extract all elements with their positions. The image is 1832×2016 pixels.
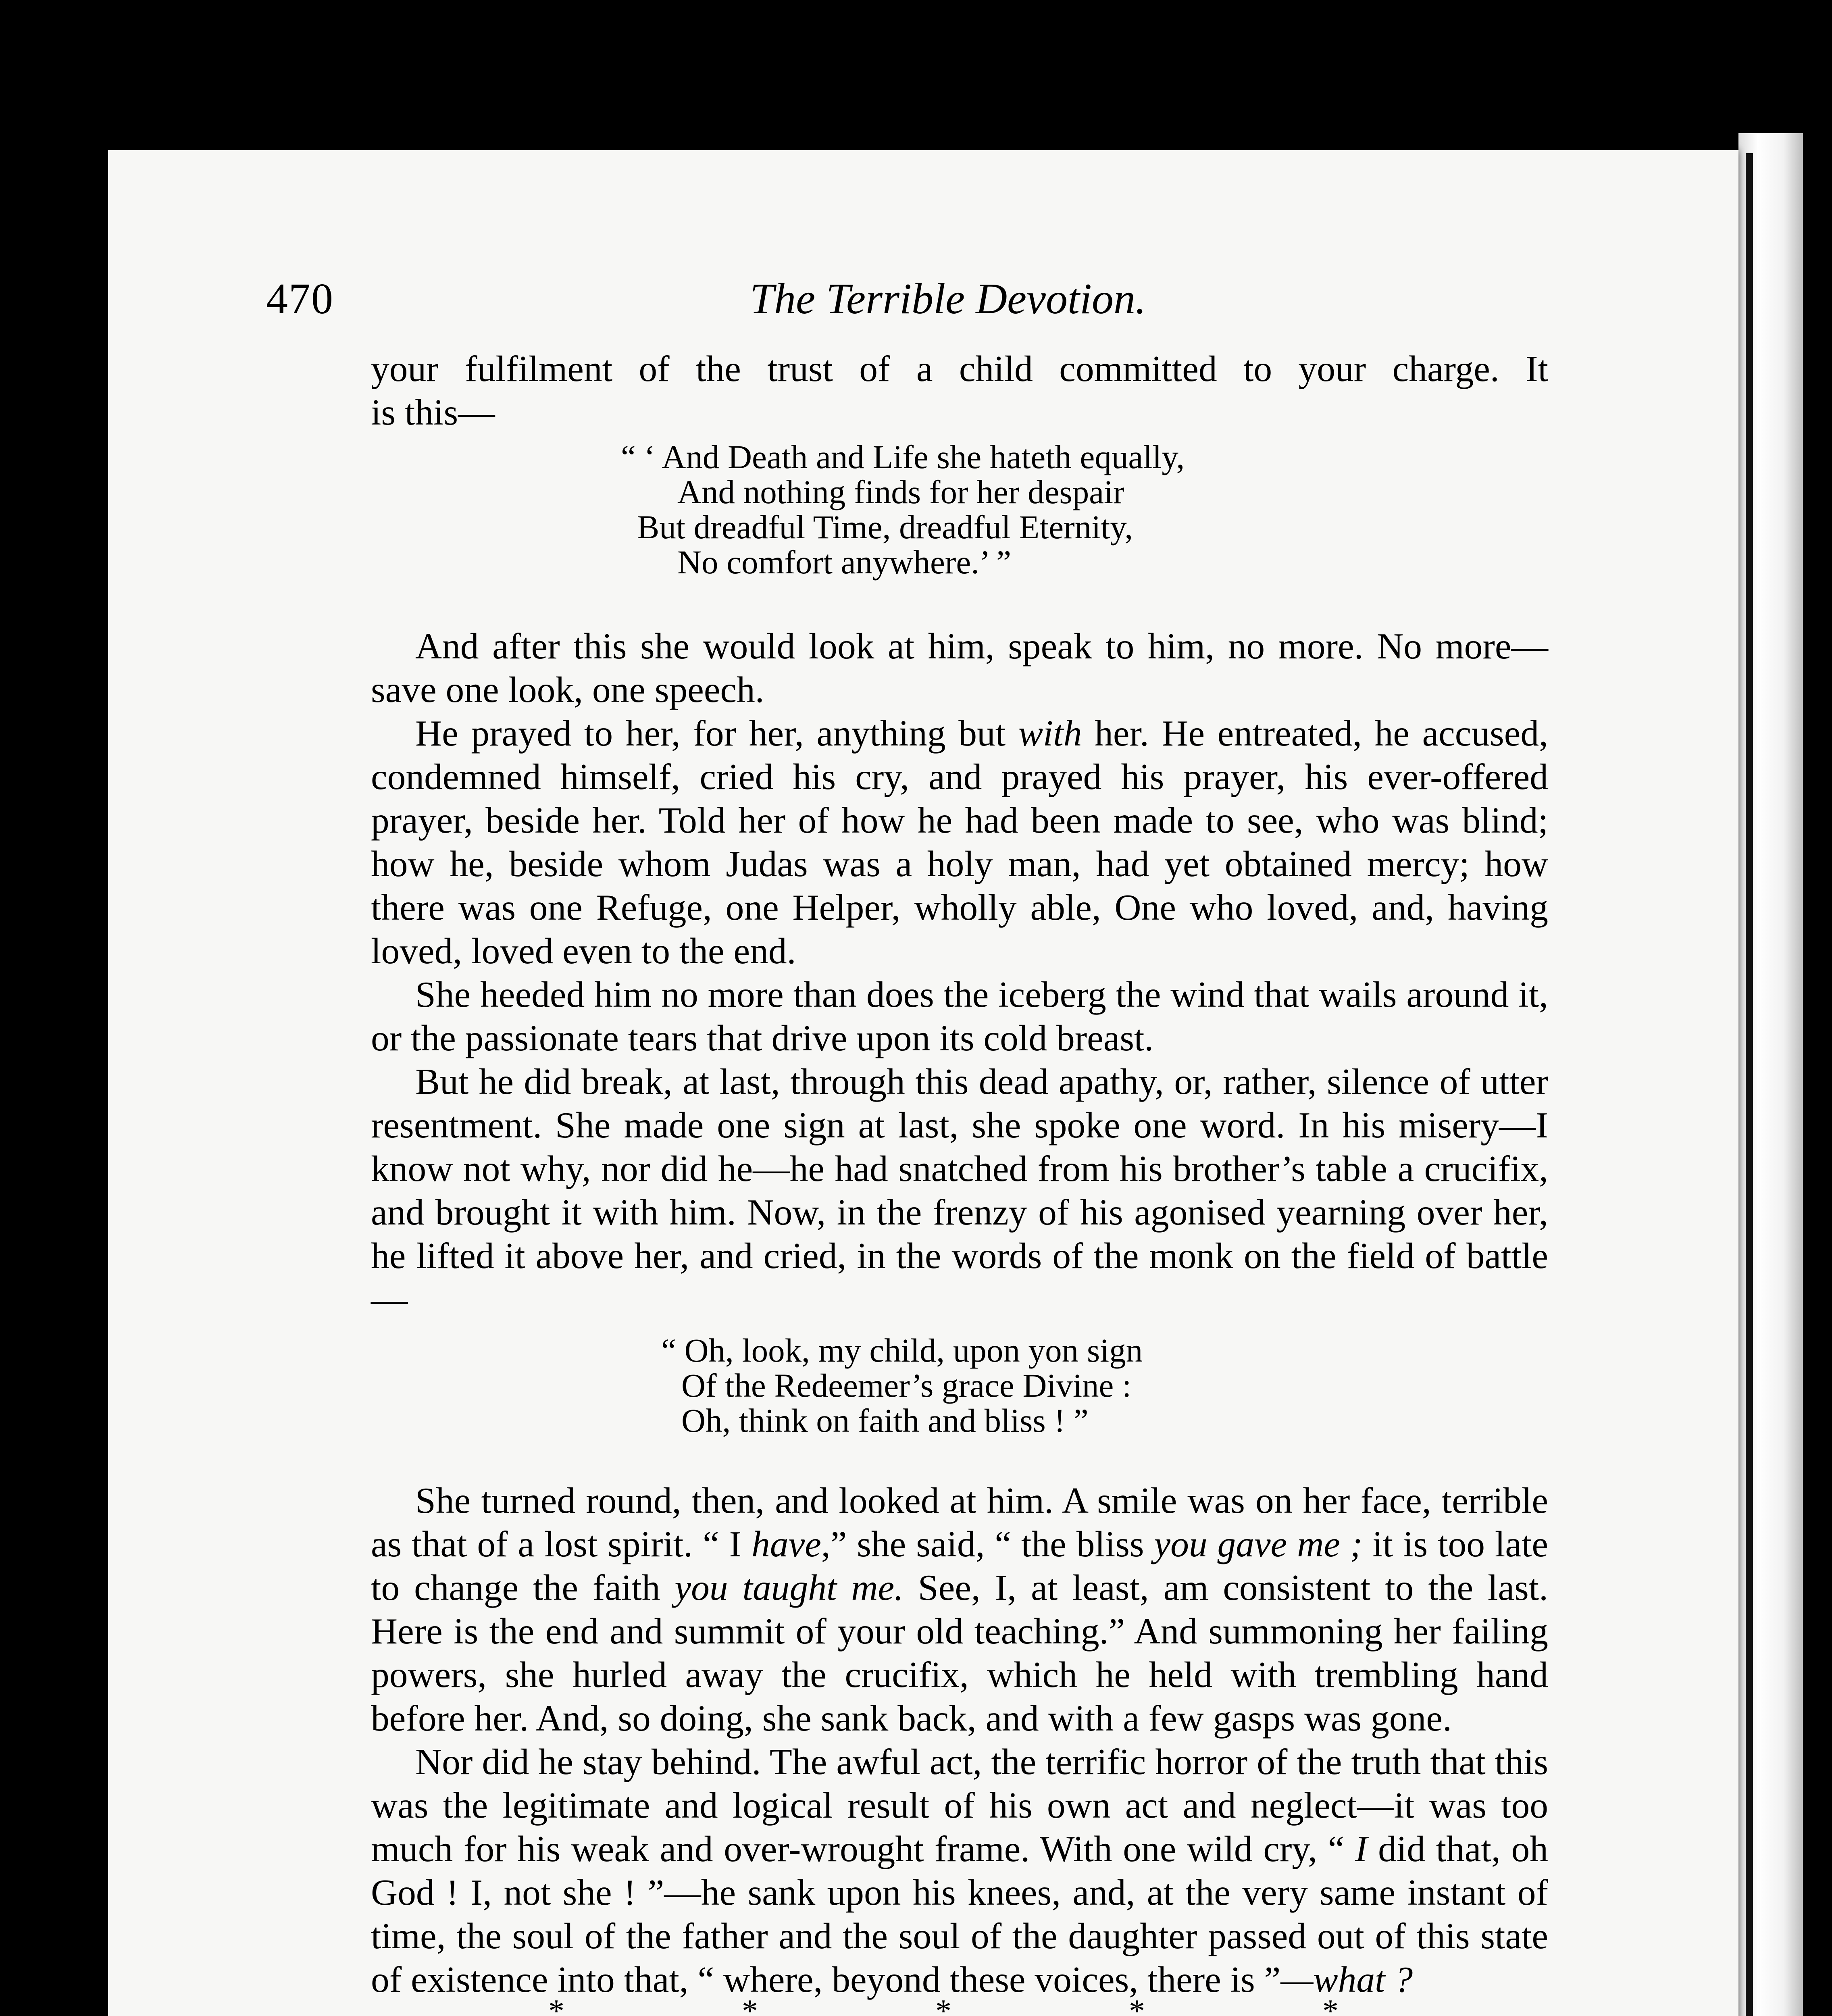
verse-line: Oh, think on faith and bliss ! ”	[681, 1402, 1089, 1439]
paragraph-1-line-2: is this—	[371, 392, 495, 433]
emphasis: you gave me ;	[1154, 1523, 1363, 1564]
verse-line: Of the Redeemer’s grace Divine :	[681, 1367, 1132, 1404]
paragraph-1-line-1: your fulfilment of the trust of a child committed to your charge. It	[371, 348, 1548, 389]
section-break	[371, 1993, 1548, 2016]
running-title: The Terrible Devotion.	[750, 275, 1146, 323]
asterisk: *	[935, 1993, 951, 2016]
page-number: 470	[266, 275, 334, 323]
page-header	[266, 274, 1548, 327]
paragraph-4: She heeded him no more than does the iceberg the wind that wails around it, or the passionate tears that drive upon its cold breast.	[371, 974, 1548, 1058]
paragraph-6: She turned round, then, and looked at him. A smile was on her face, terrible as that of a lost spirit. “ I have,” she said, “ the bliss you gave me ; it is too late to change the faith you taught me. See, I, at least, am consistent to the last. Here is the end and summit of your old teaching.” And summoning her failing powers, she hurled away the crucifix, which he held with trembling hand before her. And, so doing, she sank back, and with a few gasps was gone.	[371, 1480, 1549, 1739]
paragraph-3: He prayed to her, for her, anything but with her. He entreated, he accused, condemned himself, cried his cry, and prayed his prayer, his ever-offered prayer, beside her. Told her of how he had been made to see, who was blind; how he, beside whom Judas was a holy man, had yet obtained mercy; how there was one Refuge, one Helper, wholly able, One who loved, and, having loved, loved even to the end.	[371, 712, 1549, 971]
asterisk: *	[548, 1993, 564, 2016]
emphasis: have	[752, 1523, 821, 1564]
emphasis: I	[1355, 1828, 1368, 1869]
verse-quote-1	[371, 439, 1548, 580]
gutter-shadow	[1746, 153, 1753, 2016]
verse-line: “ ‘ And Death and Life she hateth equally,	[621, 438, 1185, 475]
page-body	[371, 347, 1548, 2016]
emphasis: you taught me.	[675, 1567, 904, 1608]
paragraph-2: And after this she would look at him, speak to him, no more. No more—save one look, one speech.	[371, 625, 1548, 710]
asterisk: *	[1129, 1993, 1145, 2016]
verse-line: But dreadful Time, dreadful Eternity,	[637, 508, 1133, 546]
emphasis: —what ?	[1280, 1959, 1413, 2000]
verse-line: And nothing finds for her despair	[677, 473, 1124, 510]
verse-line: “ Oh, look, my child, upon yon sign	[661, 1332, 1143, 1369]
asterisk: *	[1322, 1993, 1339, 2016]
verse-quote-2	[371, 1333, 1548, 1438]
verse-line: No comfort anywhere.’ ”	[677, 544, 1012, 581]
asterisk: *	[742, 1993, 758, 2016]
emphasis: with	[1018, 712, 1082, 754]
paragraph-7: Nor did he stay behind. The awful act, the terrific horror of the truth that this was the legitimate and logical result of his own act and neglect—it was too much for his weak and over-wrought frame. With one wild cry, “ I did that, oh God ! I, not she ! ”—he sank upon his knees, and, at the very same instant of time, the soul of the father and the soul of the daughter passed out of this state of existence into that, “ where, beyond these voices, there is ”—what ?	[371, 1741, 1548, 2000]
paragraph-5: But he did break, at last, through this dead apathy, or, rather, silence of utter resentment. She made one sign at last, she spoke one word. In his misery—I know not why, nor did he—he had snatched from his brother’s table a crucifix, and brought it with him. Now, in the frenzy of his agonised yearning over her, he lifted it above her, and cried, in the words of the monk on the field of battle—	[371, 1061, 1548, 1320]
